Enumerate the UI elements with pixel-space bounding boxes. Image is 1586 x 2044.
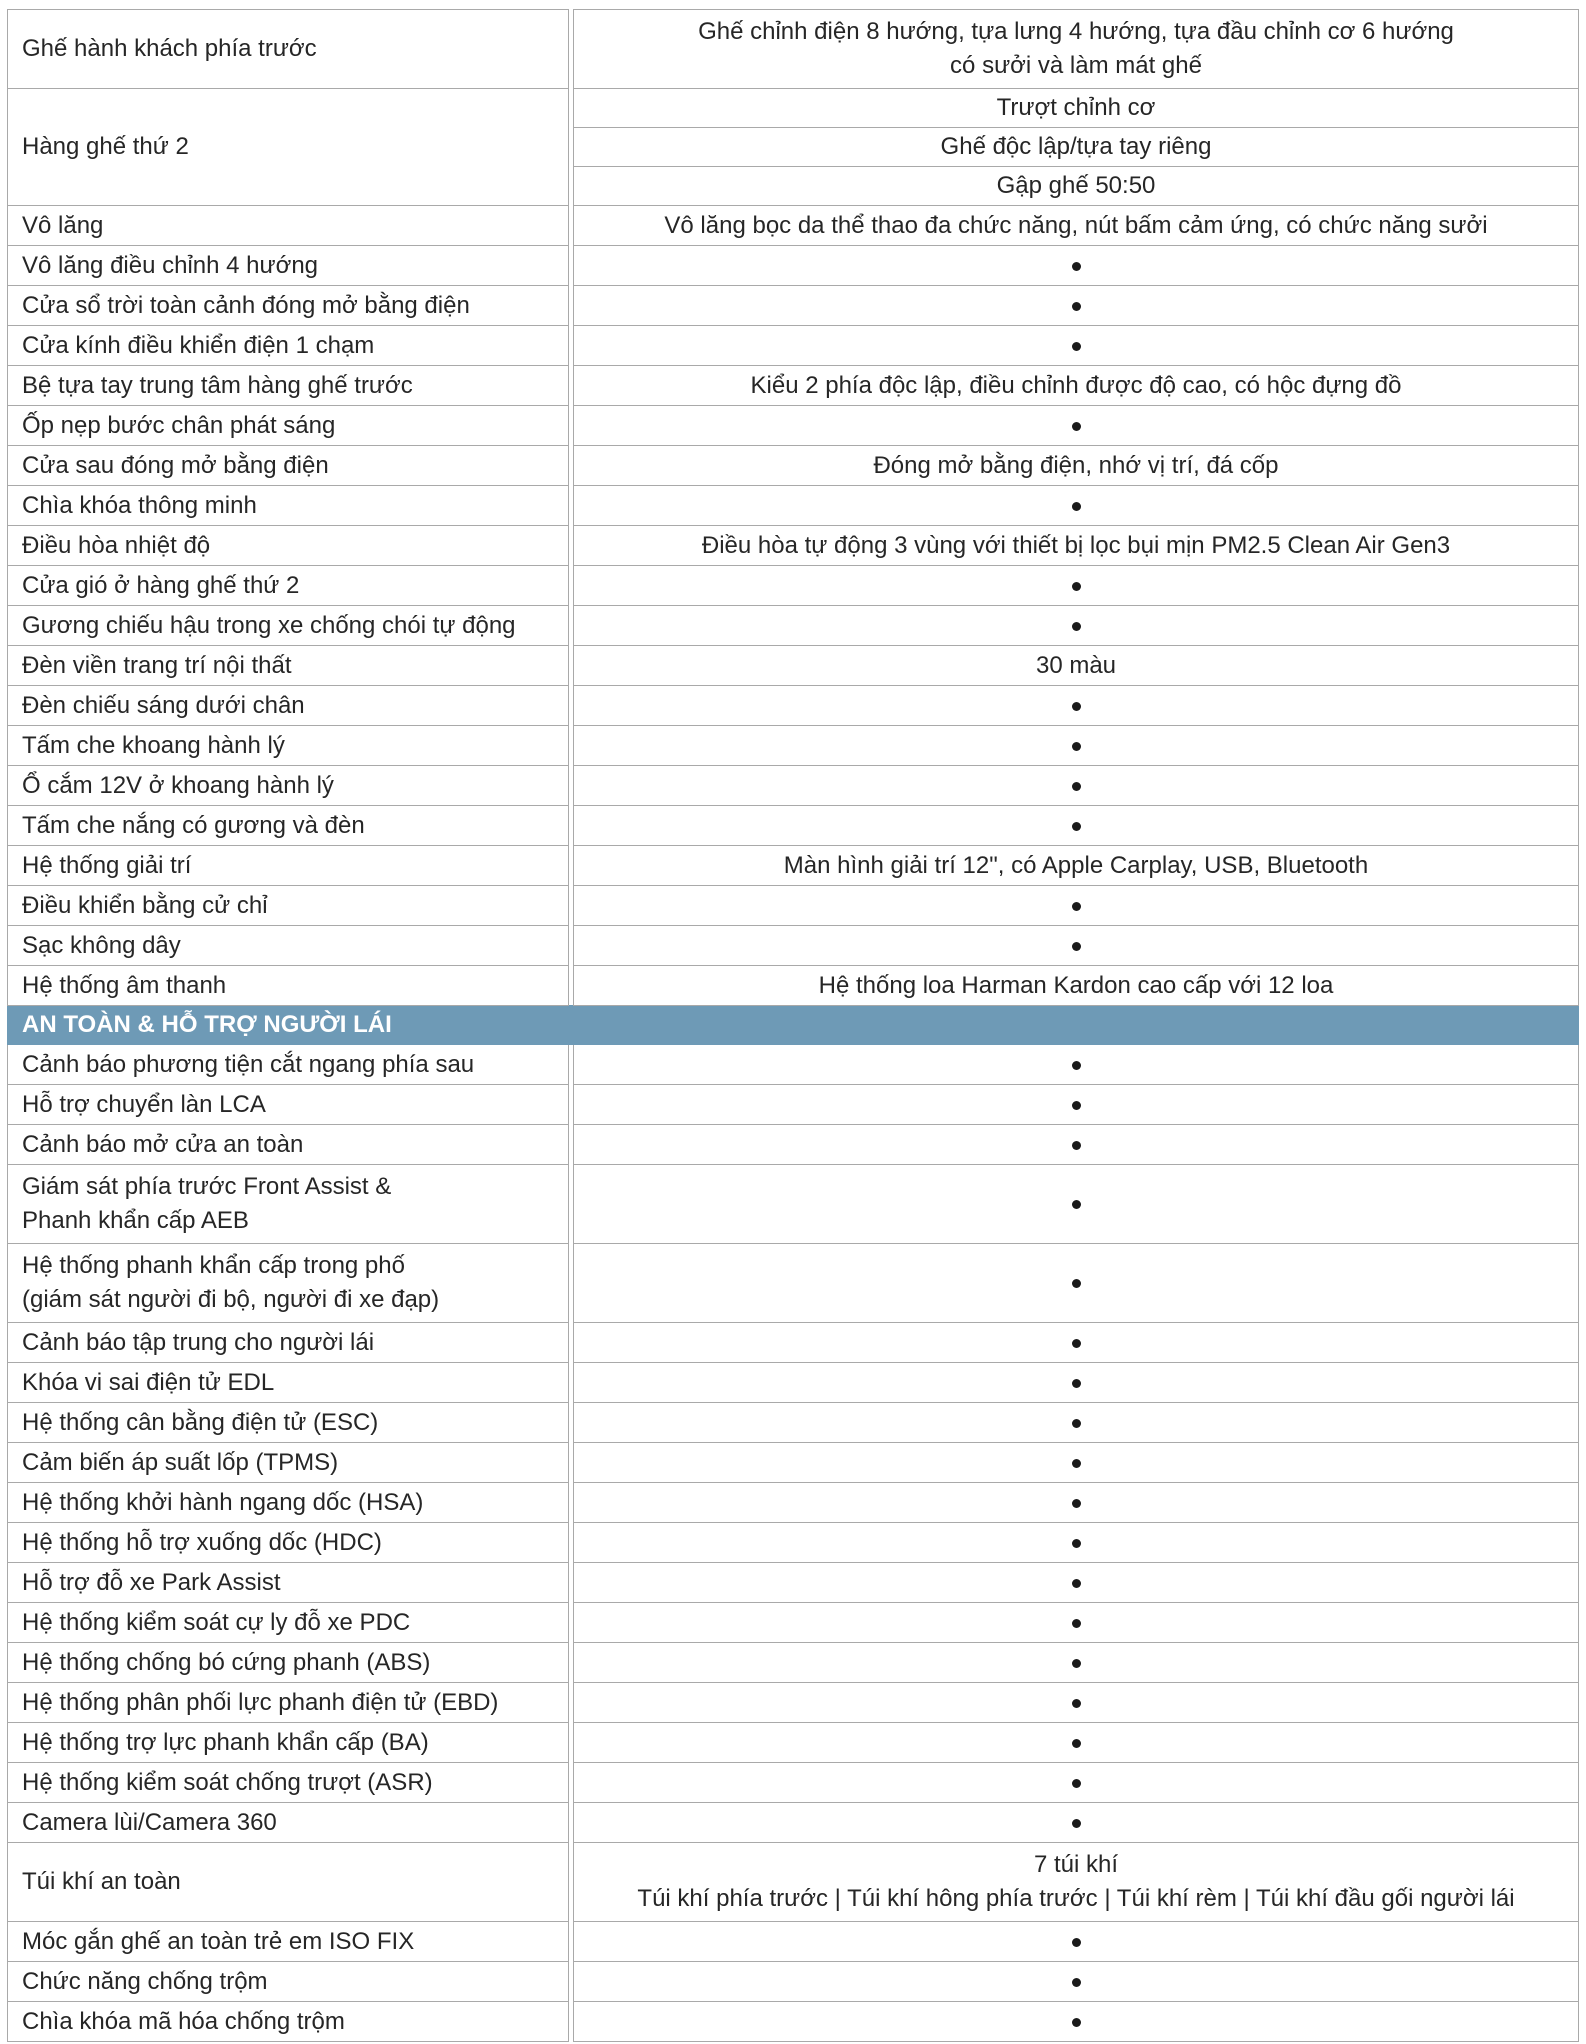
spec-label-text: Ghế hành khách phía trước	[22, 35, 317, 62]
bullet-dot-icon	[1072, 1819, 1081, 1828]
spec-label-text: Ổ cắm 12V ở khoang hành lý	[22, 771, 334, 799]
spec-value-text: Trượt chỉnh cơ	[996, 94, 1156, 121]
spec-label	[8, 1323, 569, 1363]
bullet-dot-icon	[1072, 1739, 1081, 1748]
spec-label-text: Cảm biến áp suất lốp (TPMS)	[22, 1448, 339, 1476]
spec-label-text: Hệ thống kiểm soát cự ly đỗ xe PDC	[22, 1608, 411, 1636]
spec-value	[574, 10, 1579, 89]
spec-label	[8, 1085, 569, 1125]
bullet-dot-icon	[1072, 742, 1081, 751]
table-row	[8, 10, 1579, 89]
spec-value	[574, 1803, 1579, 1843]
spec-label-text: Sạc không dây	[22, 931, 181, 959]
spec-label	[8, 966, 569, 1006]
spec-label-text: Điều hòa nhiệt độ	[22, 531, 211, 559]
spec-label	[8, 806, 569, 846]
table-row	[8, 406, 1579, 446]
spec-label-text: Chức năng chống trộm	[22, 1967, 268, 1995]
table-row	[8, 1723, 1579, 1763]
spec-label	[8, 1244, 569, 1323]
spec-label-text: Ốp nẹp bước chân phát sáng	[22, 411, 336, 439]
spec-value	[574, 1443, 1579, 1483]
table-row	[8, 766, 1579, 806]
spec-value	[574, 766, 1579, 806]
bullet-dot-icon	[1072, 422, 1081, 431]
spec-value	[574, 1244, 1579, 1323]
table-row	[8, 846, 1579, 886]
bullet-dot-icon	[1072, 1619, 1081, 1628]
bullet-dot-icon	[1072, 302, 1081, 311]
spec-value	[574, 806, 1579, 846]
bullet-dot-icon	[1072, 782, 1081, 791]
bullet-dot-icon	[1072, 702, 1081, 711]
spec-label-text: Cửa sau đóng mở bằng điện	[22, 451, 329, 479]
spec-value	[574, 886, 1579, 926]
table-row	[8, 1643, 1579, 1683]
spec-label	[8, 1483, 569, 1523]
bullet-dot-icon	[1072, 1938, 1081, 1947]
spec-label	[8, 1125, 569, 1165]
spec-value-text: Vô lăng bọc da thể thao đa chức năng, nút bấm cảm ứng, có chức năng sưởi	[664, 211, 1488, 239]
spec-value	[574, 1763, 1579, 1803]
table-row	[8, 1603, 1579, 1643]
spec-value	[574, 1045, 1579, 1085]
spec-label-text: Khóa vi sai điện tử EDL	[22, 1368, 275, 1396]
section-title: AN TOÀN & HỖ TRỢ NGƯỜI LÁI	[8, 1006, 1579, 1045]
spec-label-text: Túi khí an toàn	[22, 1868, 181, 1895]
table-row	[8, 1323, 1579, 1363]
spec-label	[8, 646, 569, 686]
spec-value	[574, 1085, 1579, 1125]
spec-label	[8, 1843, 569, 1922]
spec-label-text: Đèn viền trang trí nội thất	[22, 651, 292, 679]
spec-label	[8, 766, 569, 806]
spec-value	[574, 1165, 1579, 1244]
spec-value	[574, 446, 1579, 486]
spec-value	[574, 606, 1579, 646]
spec-label-text: Vô lăng	[22, 211, 104, 239]
spec-value	[574, 486, 1579, 526]
table-row	[8, 686, 1579, 726]
bullet-dot-icon	[1072, 1200, 1081, 1209]
table-row	[8, 1244, 1579, 1323]
spec-label	[8, 1403, 569, 1443]
table-row	[8, 1483, 1579, 1523]
spec-value	[574, 89, 1579, 128]
spec-label-text: Hệ thống âm thanh	[22, 971, 227, 999]
table-row	[8, 886, 1579, 926]
spec-value	[574, 1403, 1579, 1443]
spec-label	[8, 246, 569, 286]
bullet-dot-icon	[1072, 502, 1081, 511]
spec-label-text: Hệ thống khởi hành ngang dốc (HSA)	[22, 1488, 424, 1516]
spec-label-text: Chìa khóa thông minh	[22, 491, 257, 519]
spec-value	[574, 2002, 1579, 2042]
spec-label	[8, 406, 569, 446]
spec-label-text: Hỗ trợ đỗ xe Park Assist	[22, 1568, 281, 1596]
spec-label	[8, 1683, 569, 1723]
table-row	[8, 1443, 1579, 1483]
bullet-dot-icon	[1072, 1279, 1081, 1288]
spec-value-text: Gập ghế 50:50	[996, 172, 1156, 199]
spec-value-text: Túi khí phía trước | Túi khí hông phía trước | Túi khí rèm | Túi khí đầu gối người lái	[637, 1885, 1515, 1912]
spec-table	[7, 9, 1579, 2042]
spec-label	[8, 1165, 569, 1244]
spec-label-text: Gương chiếu hậu trong xe chống chói tự động	[22, 611, 516, 639]
table-row	[8, 1683, 1579, 1723]
spec-label	[8, 366, 569, 406]
spec-value	[574, 1922, 1579, 1962]
table-row	[8, 1843, 1579, 1922]
bullet-dot-icon	[1072, 1339, 1081, 1348]
table-row	[8, 646, 1579, 686]
spec-label	[8, 1563, 569, 1603]
spec-value	[574, 1563, 1579, 1603]
bullet-dot-icon	[1072, 342, 1081, 351]
spec-label-text: Hệ thống phanh khẩn cấp trong phố	[22, 1252, 405, 1279]
table-row	[8, 446, 1579, 486]
table-row	[8, 606, 1579, 646]
spec-value	[574, 1723, 1579, 1763]
spec-label-text: Cảnh báo tập trung cho người lái	[22, 1328, 375, 1356]
bullet-dot-icon	[1072, 1659, 1081, 1668]
spec-label	[8, 286, 569, 326]
spec-label-text: (giám sát người đi bộ, người đi xe đạp)	[22, 1286, 440, 1313]
spec-label-text: Hệ thống giải trí	[22, 851, 192, 879]
spec-label-text: Tấm che nắng có gương và đèn	[22, 811, 365, 839]
bullet-dot-icon	[1072, 1579, 1081, 1588]
bullet-dot-icon	[1072, 1379, 1081, 1388]
spec-label	[8, 606, 569, 646]
bullet-dot-icon	[1072, 582, 1081, 591]
spec-label	[8, 1045, 569, 1085]
spec-label	[8, 10, 569, 89]
spec-label	[8, 846, 569, 886]
spec-value-text: Màn hình giải trí 12", có Apple Carplay, USB, Bluetooth	[783, 851, 1369, 879]
table-row	[8, 486, 1579, 526]
spec-value	[574, 1843, 1579, 1922]
table-row	[8, 1563, 1579, 1603]
bullet-dot-icon	[1072, 1978, 1081, 1987]
spec-label	[8, 1603, 569, 1643]
spec-label	[8, 1803, 569, 1843]
spec-value	[574, 1125, 1579, 1165]
bullet-dot-icon	[1072, 1141, 1081, 1150]
spec-value	[574, 726, 1579, 766]
spec-value	[574, 646, 1579, 686]
spec-label	[8, 886, 569, 926]
spec-value	[574, 128, 1579, 167]
spec-value	[574, 167, 1579, 206]
spec-value	[574, 1643, 1579, 1683]
spec-value	[574, 246, 1579, 286]
spec-value-text: Điều hòa tự động 3 vùng với thiết bị lọc bụi mịn PM2.5 Clean Air Gen3	[701, 531, 1451, 559]
spec-label	[8, 1922, 569, 1962]
spec-label-text: Hệ thống chống bó cứng phanh (ABS)	[22, 1648, 431, 1676]
spec-value	[574, 686, 1579, 726]
spec-label-text: Cảnh báo mở cửa an toàn	[22, 1130, 304, 1158]
spec-value-text: có sưởi và làm mát ghế	[950, 52, 1202, 79]
spec-label	[8, 1763, 569, 1803]
spec-value	[574, 326, 1579, 366]
spec-label-text: Bệ tựa tay trung tâm hàng ghế trước	[22, 371, 413, 399]
interior-rows	[8, 10, 1579, 1006]
spec-label-text: Hệ thống trợ lực phanh khẩn cấp (BA)	[22, 1728, 429, 1756]
bullet-dot-icon	[1072, 1539, 1081, 1548]
bullet-dot-icon	[1072, 1699, 1081, 1708]
table-row	[8, 1403, 1579, 1443]
spec-value	[574, 966, 1579, 1006]
table-row	[8, 1125, 1579, 1165]
spec-value	[574, 526, 1579, 566]
table-row	[8, 326, 1579, 366]
spec-label	[8, 726, 569, 766]
spec-label	[8, 206, 569, 246]
table-row	[8, 366, 1579, 406]
spec-label	[8, 1363, 569, 1403]
spec-label	[8, 1523, 569, 1563]
table-row	[8, 1763, 1579, 1803]
spec-label-text: Phanh khẩn cấp AEB	[22, 1207, 249, 1234]
table-row	[8, 1922, 1579, 1962]
bullet-dot-icon	[1072, 1101, 1081, 1110]
spec-label	[8, 566, 569, 606]
spec-label-text: Cửa sổ trời toàn cảnh đóng mở bằng điện	[22, 291, 470, 319]
spec-label-text: Đèn chiếu sáng dưới chân	[22, 691, 305, 719]
spec-label-text: Hàng ghế thứ 2	[22, 133, 189, 160]
spec-value	[574, 1683, 1579, 1723]
table-row	[8, 1523, 1579, 1563]
spec-label-text: Chìa khóa mã hóa chống trộm	[22, 2007, 345, 2035]
spec-sheet	[7, 9, 1579, 2042]
spec-label-text: Hỗ trợ chuyển làn LCA	[22, 1090, 266, 1118]
bullet-dot-icon	[1072, 262, 1081, 271]
spec-label-text: Cảnh báo phương tiện cắt ngang phía sau	[22, 1050, 475, 1078]
table-row	[8, 286, 1579, 326]
spec-label-text: Cửa gió ở hàng ghế thứ 2	[22, 571, 300, 599]
spec-label-text: Hệ thống cân bằng điện tử (ESC)	[22, 1408, 379, 1436]
table-row	[8, 926, 1579, 966]
spec-value	[574, 1603, 1579, 1643]
spec-label-text: Hệ thống phân phối lực phanh điện tử (EBD)	[22, 1688, 499, 1716]
spec-value-text: Đóng mở bằng điện, nhớ vị trí, đá cốp	[873, 451, 1279, 479]
spec-value	[574, 1483, 1579, 1523]
table-row	[8, 1962, 1579, 2002]
table-row	[8, 2002, 1579, 2042]
safety-rows	[8, 1045, 1579, 2042]
spec-label	[8, 686, 569, 726]
spec-label	[8, 1443, 569, 1483]
spec-value	[574, 1523, 1579, 1563]
table-row	[8, 1803, 1579, 1843]
table-row	[8, 1363, 1579, 1403]
table-row	[8, 726, 1579, 766]
spec-label-text: Móc gắn ghế an toàn trẻ em ISO FIX	[22, 1927, 415, 1955]
spec-label	[8, 89, 569, 206]
spec-label	[8, 926, 569, 966]
spec-value	[574, 206, 1579, 246]
bullet-dot-icon	[1072, 942, 1081, 951]
table-row	[8, 1165, 1579, 1244]
spec-value	[574, 406, 1579, 446]
bullet-dot-icon	[1072, 902, 1081, 911]
spec-label	[8, 486, 569, 526]
bullet-dot-icon	[1072, 822, 1081, 831]
spec-label	[8, 1643, 569, 1683]
spec-label-text: Hệ thống kiểm soát chống trượt (ASR)	[22, 1768, 433, 1796]
table-row	[8, 246, 1579, 286]
table-row	[8, 1085, 1579, 1125]
bullet-dot-icon	[1072, 622, 1081, 631]
spec-value	[574, 366, 1579, 406]
bullet-dot-icon	[1072, 2018, 1081, 2027]
section-header-safety	[8, 1006, 1579, 1045]
bullet-dot-icon	[1072, 1459, 1081, 1468]
spec-label-text: Cửa kính điều khiển điện 1 chạm	[22, 331, 375, 359]
spec-value	[574, 1323, 1579, 1363]
spec-label	[8, 526, 569, 566]
table-row	[8, 566, 1579, 606]
spec-value	[574, 1363, 1579, 1403]
bullet-dot-icon	[1072, 1061, 1081, 1070]
spec-value-text: 7 túi khí	[1033, 1851, 1119, 1878]
spec-label	[8, 326, 569, 366]
spec-value-text: Ghế chỉnh điện 8 hướng, tựa lưng 4 hướng, tựa đầu chỉnh cơ 6 hướng	[698, 18, 1454, 45]
spec-value	[574, 566, 1579, 606]
spec-label-text: Camera lùi/Camera 360	[22, 1808, 277, 1836]
table-row	[8, 206, 1579, 246]
bullet-dot-icon	[1072, 1499, 1081, 1508]
spec-label-text: Giám sát phía trước Front Assist &	[22, 1173, 392, 1200]
table-row	[8, 526, 1579, 566]
spec-label-text: Điều khiển bằng cử chỉ	[22, 891, 268, 919]
spec-label	[8, 1723, 569, 1763]
spec-label-text: Tấm che khoang hành lý	[22, 731, 285, 759]
table-row	[8, 89, 1579, 128]
spec-label	[8, 1962, 569, 2002]
spec-label	[8, 2002, 569, 2042]
spec-value-text: Kiểu 2 phía độc lập, điều chỉnh được độ cao, có hộc đựng đồ	[750, 371, 1402, 399]
spec-label-text: Hệ thống hỗ trợ xuống dốc (HDC)	[22, 1528, 382, 1556]
spec-value	[574, 286, 1579, 326]
spec-value	[574, 846, 1579, 886]
spec-label-text: Vô lăng điều chỉnh 4 hướng	[22, 251, 319, 279]
bullet-dot-icon	[1072, 1779, 1081, 1788]
table-row	[8, 966, 1579, 1006]
spec-label	[8, 446, 569, 486]
spec-value-text: 30 màu	[1035, 651, 1117, 679]
bullet-dot-icon	[1072, 1419, 1081, 1428]
spec-value-text: Hệ thống loa Harman Kardon cao cấp với 12 loa	[818, 971, 1334, 999]
spec-value-text: Ghế độc lập/tựa tay riêng	[940, 133, 1212, 160]
spec-value	[574, 1962, 1579, 2002]
table-row	[8, 806, 1579, 846]
spec-value	[574, 926, 1579, 966]
table-row	[8, 1045, 1579, 1085]
